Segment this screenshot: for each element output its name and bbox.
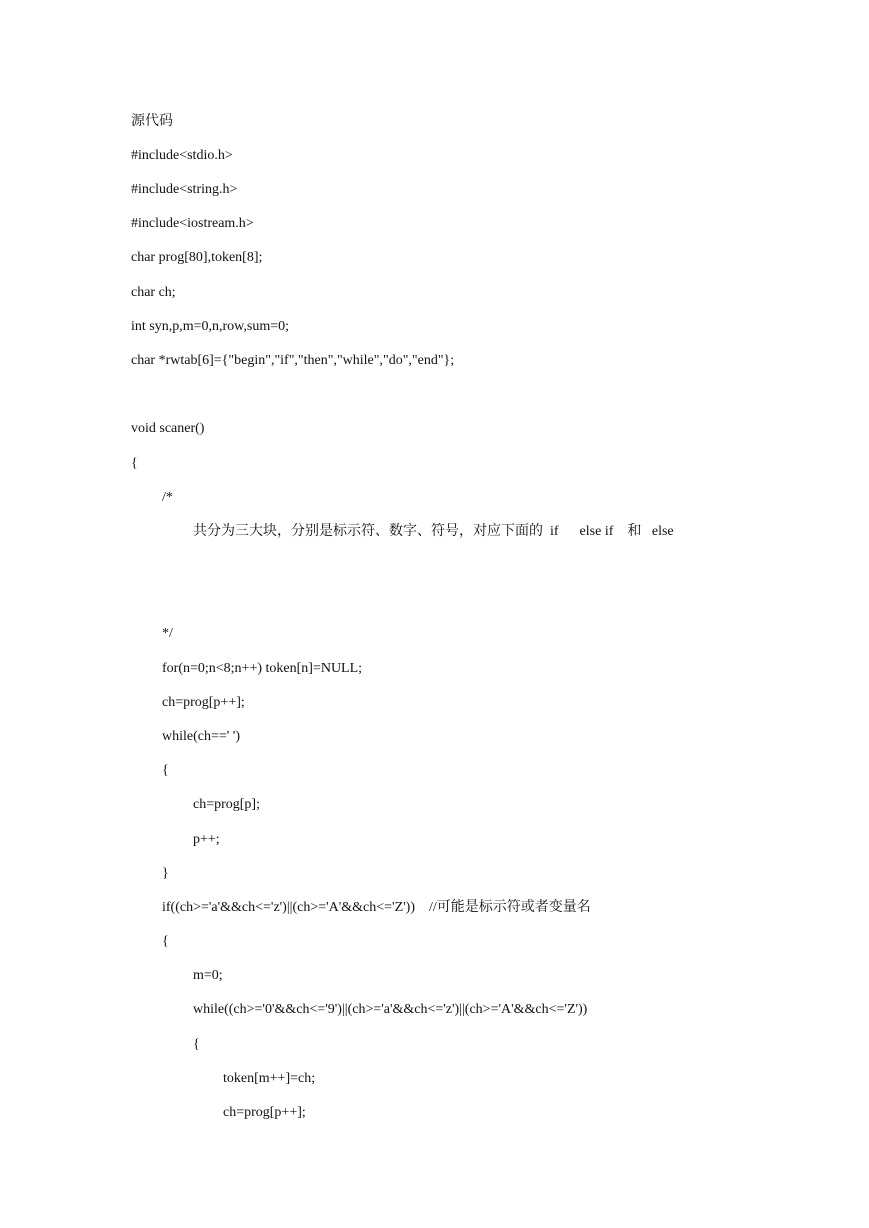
code-line-comment-text: 共分为三大块，分别是标示符、数字、符号，对应下面的 if else if 和 else (193, 524, 674, 539)
code-line-for-loop: for(n=0;n<8;n++) token[n]=NULL; (162, 661, 363, 676)
code-line-inner-open: { (193, 1037, 200, 1052)
code-line-include-stdio: #include<stdio.h> (131, 148, 233, 163)
code-line-while-open: { (162, 763, 169, 778)
code-line-if-letter: if((ch>='a'&&ch<='z')||(ch>='A'&&ch<='Z')) //可能是标示符或者变量名 (162, 900, 591, 915)
code-line-read-next: ch=prog[p++]; (223, 1105, 306, 1120)
code-line-include-string: #include<string.h> (131, 182, 238, 197)
code-line-void-scaner: void scaner() (131, 421, 205, 436)
code-line-int-vars: int syn,p,m=0,n,row,sum=0; (131, 319, 289, 334)
code-line-comment-start: /* (162, 490, 173, 505)
code-line-while-alnum: while((ch>='0'&&ch<='9')||(ch>='a'&&ch<='z')||(ch>='A'&&ch<='Z')) (193, 1002, 588, 1017)
code-line-ch-prog-p: ch=prog[p]; (193, 797, 260, 812)
code-line-open-brace: { (131, 456, 138, 471)
code-line-p-increment: p++; (193, 832, 220, 847)
code-line-comment-end: */ (162, 626, 173, 641)
code-line-m-reset: m=0; (193, 968, 223, 983)
code-line-char-ch: char ch; (131, 285, 176, 300)
code-line-include-iostream: #include<iostream.h> (131, 216, 254, 231)
section-heading: 源代码 (131, 114, 173, 129)
code-line-while-space: while(ch==' ') (162, 729, 240, 744)
code-line-token-assign: token[m++]=ch; (223, 1071, 316, 1086)
code-line-prog-token: char prog[80],token[8]; (131, 250, 263, 265)
code-line-read-ch: ch=prog[p++]; (162, 695, 245, 710)
code-line-while-close: } (162, 866, 169, 881)
code-line-if-open: { (162, 934, 169, 949)
code-line-rwtab: char *rwtab[6]={"begin","if","then","while","do","end"}; (131, 353, 455, 368)
